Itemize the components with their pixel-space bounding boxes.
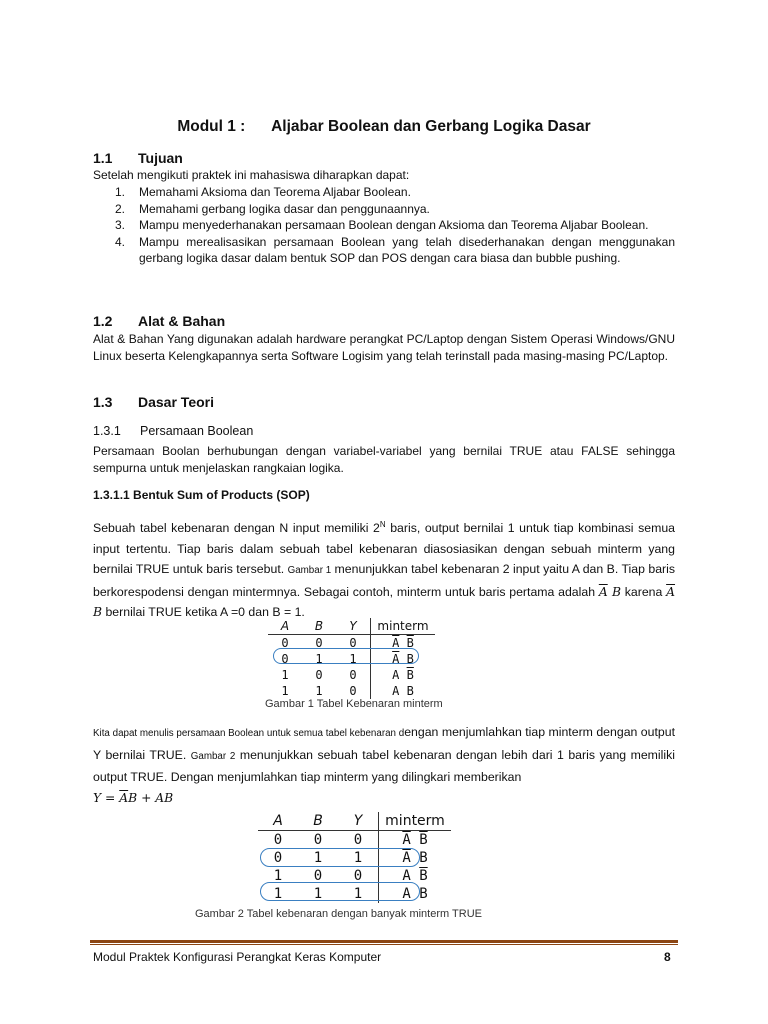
minterm-cell: $\overline{A}$ B	[371, 651, 436, 667]
table-header: A	[258, 812, 298, 831]
minterm-highlight	[273, 648, 419, 664]
table-cell: 1	[281, 684, 289, 698]
sop-paragraph-2: Kita dapat menulis persamaan Boolean untuk semua tabel kebenaran dengan menjumlahkan tiap minterm dengan output Y bernilai TRUE. Gambar 2 menunjukkan sebuah tabel kebenaran dengan lebih dari 1 baris yang memiliki output TRUE. Dengan menjumlahkan tiap minterm yang dilingkari memberikan $Y = \overline{A}B$ + AB	[93, 725, 676, 805]
figure-ref-1: Gambar 1	[287, 565, 332, 577]
table-header: B	[302, 618, 336, 635]
section-1-1-heading: 1.1 Tujuan	[93, 150, 183, 166]
table-cell: 1	[349, 652, 357, 666]
table-cell: 0	[281, 652, 289, 666]
table-cell: 1	[315, 652, 323, 666]
table-cell: 0	[281, 636, 289, 650]
section-1-3-1-heading: 1.3.1 Persamaan Boolean	[93, 424, 254, 438]
figure-caption-2: Gambar 2 Tabel kebenaran dengan banyak minterm TRUE	[195, 908, 482, 920]
table-cell: 0	[349, 636, 357, 650]
table-cell: 1	[353, 886, 363, 902]
table-cell: 0	[353, 832, 363, 848]
section-1-2-heading: 1.2 Alat & Bahan	[93, 313, 226, 329]
list-item: 4. Mampu merealisasikan persamaan Boolean yang telah disederhanakan dengan menggunakan gerbang logika dasar dalam bentuk SOP dan POS dengan cara biasa dan bubble pushing.	[115, 234, 675, 265]
table-cell: 0	[313, 868, 323, 884]
page-title	[0, 118, 768, 136]
objectives-list	[93, 184, 675, 267]
table-cell: 0	[315, 636, 323, 650]
minterm-cell: $\overline{A}$ $\overline{B}$	[379, 831, 452, 850]
minterm-cell: $\overline{A}$ $\overline{B}$	[371, 635, 436, 652]
table-header: Y	[338, 812, 379, 831]
footer-title: Modul Praktek Konfigurasi Perangkat Keras Komputer	[93, 950, 382, 964]
table-cell: 0	[313, 832, 323, 848]
section-1-3-1-text: Persamaan Boolan berhubungan dengan variabel-variabel yang bernilai TRUE atau FALSE sehingga sempurna untuk menjelaskan rangkaian logika.	[93, 444, 675, 475]
table-cell: 1	[315, 684, 323, 698]
minterm-cell: A B	[371, 683, 436, 699]
table-cell: 0	[353, 868, 363, 884]
module-number: Modul 1 :	[177, 118, 246, 135]
table-cell: 1	[273, 868, 283, 884]
minterm-cell: A B	[379, 885, 452, 903]
table-header: minterm	[379, 812, 452, 831]
table-cell: 0	[273, 832, 283, 848]
figure-ref-2: Gambar 2	[190, 750, 236, 762]
table-cell: 1	[353, 850, 363, 866]
table-header: Y	[336, 618, 371, 635]
section-1-1-intro: Setelah mengikuti praktek ini mahasiswa diharapkan dapat:	[93, 168, 410, 182]
footer-rule	[90, 940, 678, 943]
minterm-cell: A $\overline{B}$	[379, 867, 452, 885]
module-title: Aljabar Boolean dan Gerbang Logika Dasar	[271, 118, 591, 135]
table-cell: 0	[273, 850, 283, 866]
minterm-cell: A $\overline{B}$	[371, 667, 436, 683]
section-1-3-heading: 1.3 Dasar Teori	[93, 394, 214, 410]
table-header: A	[268, 618, 302, 635]
section-1-2-text: Alat & Bahan Yang digunakan adalah hardware perangkat PC/Laptop dengan Sistem Operasi Windows/GNU Linux beserta Kelengkapannya serta Software Logisim yang telah terinstall pada masing-masing PC/Laptop.	[93, 332, 675, 363]
table-header: B	[298, 812, 338, 831]
table-header: minterm	[371, 618, 436, 635]
minterm-highlight	[260, 848, 420, 867]
sop-paragraph: Sebuah tabel kebenaran dengan N input memiliki $2^N$ baris, output bernilai 1 untuk tiap kombinasi semua input tertentu. Tiap baris dalam sebuah tabel kebenaran diasosiasikan dengan sebuah minterm yang bernilai TRUE untuk baris tersebut. Gambar 1 menunjukkan tabel kebenaran 2 input yaitu A dan B. Tiap baris berkorespodensi dengan mintermnya. Sebagai contoh, minterm untuk baris pertama adalah $\overline{A}$ B karena $\overline{A}$ B bernilai TRUE ketika A =0 dan B = 1.	[93, 520, 676, 620]
page-number: 8	[664, 950, 671, 964]
table-cell: 0	[349, 668, 357, 682]
list-item: 2. Memahami gerbang logika dasar dan penggunaannya.	[115, 201, 430, 216]
list-item: 3. Mampu menyederhanakan persamaan Boolean dengan Aksioma dan Teorema Aljabar Boolean.	[115, 218, 649, 232]
table-row	[268, 667, 435, 683]
table-cell: 1	[313, 850, 323, 866]
footer-rule	[90, 944, 678, 945]
sop-equation: $Y = \overline{A}B$ + AB	[93, 790, 174, 805]
table-cell: 1	[273, 886, 283, 902]
section-sop-heading: 1.3.1.1 Bentuk Sum of Products (SOP)	[93, 488, 310, 502]
table-row	[258, 831, 451, 850]
figure-caption-1: Gambar 1 Tabel Kebenaran minterm	[265, 698, 443, 710]
list-item: 1. Memahami Aksioma dan Teorema Aljabar Boolean.	[115, 185, 411, 199]
table-cell: 0	[349, 684, 357, 698]
table-row	[268, 683, 435, 699]
minterm-cell: $\overline{A}$ B	[379, 849, 452, 867]
minterm-highlight	[260, 882, 420, 901]
table-cell: 1	[281, 668, 289, 682]
table-cell: 1	[313, 886, 323, 902]
table-cell: 0	[315, 668, 323, 682]
